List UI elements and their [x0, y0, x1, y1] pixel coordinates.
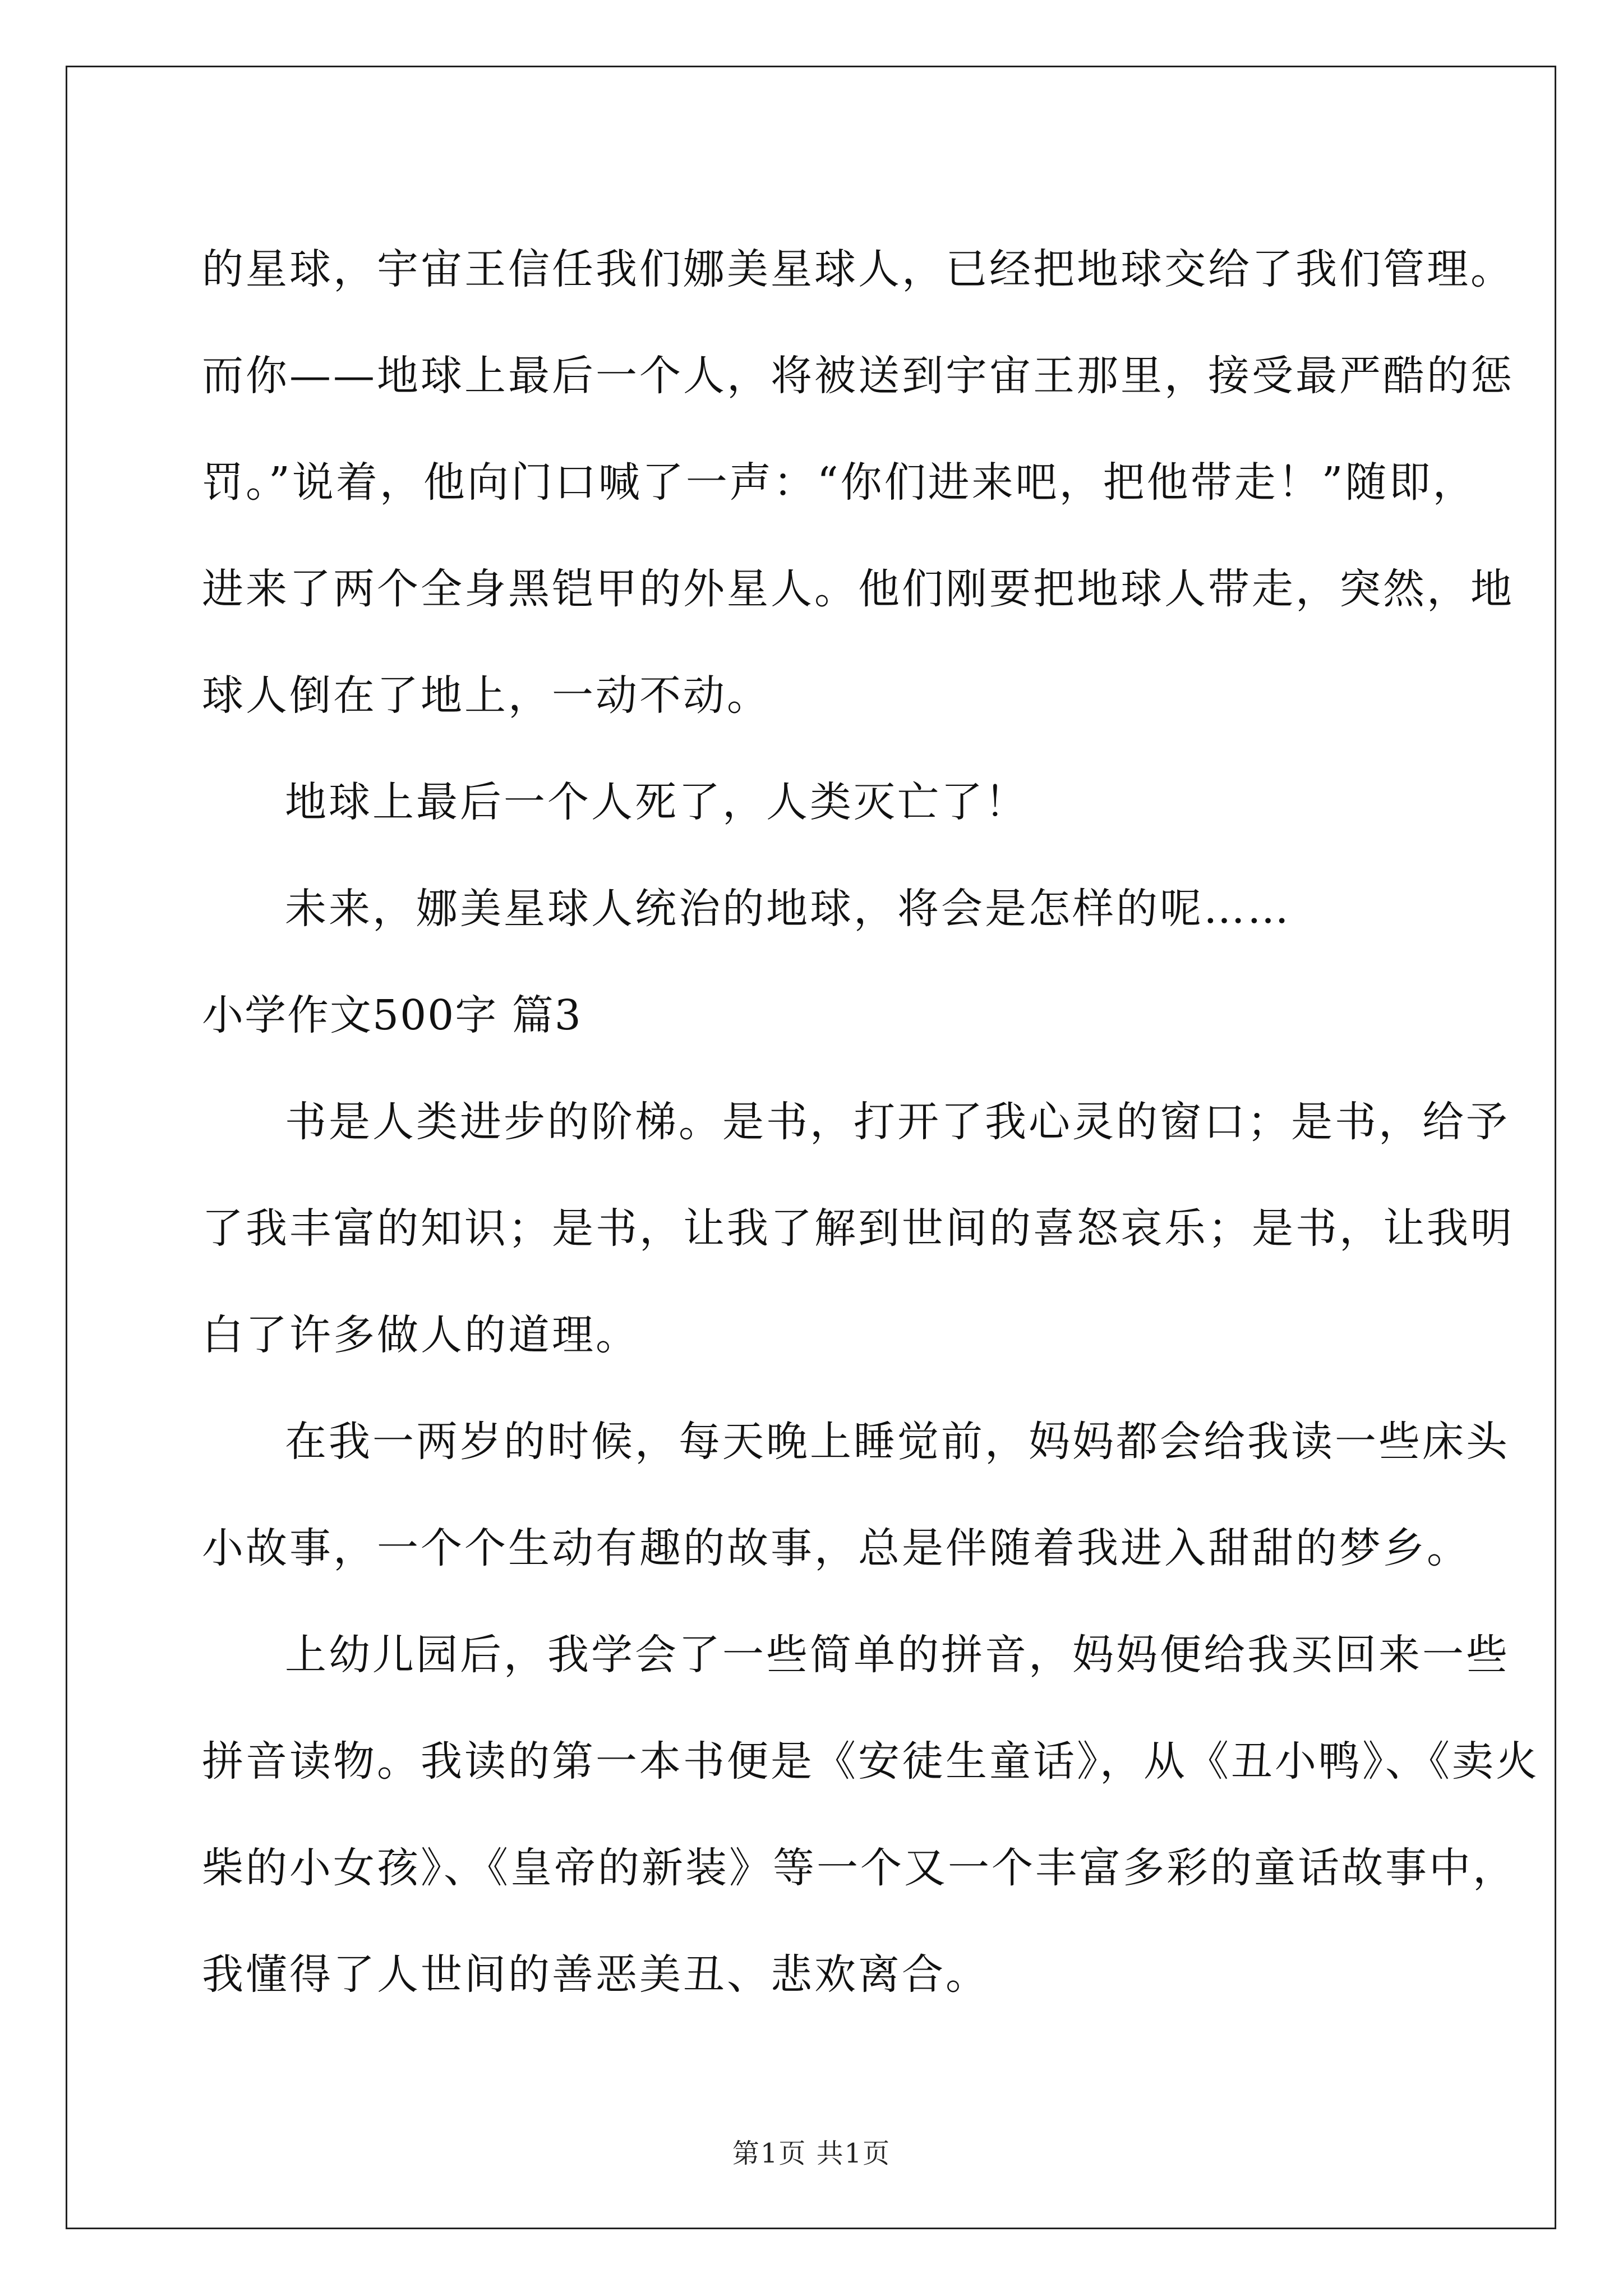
- text-line: 书是人类进步的阶梯。是书，打开了我心灵的窗口；是书，给予: [285, 1098, 1510, 1146]
- text-line: 小故事，一个个生动有趣的故事，总是伴随着我进入甜甜的梦乡。: [202, 1524, 1470, 1572]
- text-line: 白了许多做人的道理。: [202, 1311, 639, 1359]
- text-line: 在我一两岁的时候，每天晚上睡觉前，妈妈都会给我读一些床头: [285, 1418, 1510, 1466]
- text-line: 了我丰富的知识；是书，让我了解到世间的喜怒哀乐；是书，让我明: [202, 1204, 1514, 1253]
- text-line: 进来了两个全身黑铠甲的外星人。他们刚要把地球人带走，突然，地: [202, 565, 1514, 613]
- text-line: 地球上最后一个人死了，人类灭亡了！: [285, 778, 1029, 826]
- text-line: 柴的小女孩》、《皇帝的新装》等一个又一个丰富多彩的童话故事中，: [202, 1844, 1516, 1892]
- text-line: 的星球，宇宙王信任我们娜美星球人，已经把地球交给了我们管理。: [202, 245, 1514, 293]
- section-heading: 小学作文500字 篇3: [202, 991, 582, 1039]
- document-body: [202, 216, 1539, 2028]
- text-line: 我懂得了人世间的善恶美丑、悲欢离合。: [202, 1950, 989, 1999]
- page-footer: 第1页 共1页: [732, 2138, 891, 2169]
- text-line: 未来，娜美星球人统治的地球，将会是怎样的呢……: [285, 885, 1291, 933]
- text-line: 拼音读物。我读的第一本书便是《安徒生童话》，从《丑小鸭》、《卖火: [202, 1737, 1539, 1786]
- text-line: 上幼儿园后，我学会了一些简单的拼音，妈妈便给我买回来一些: [285, 1631, 1510, 1679]
- text-line: 球人倒在了地上，一动不动。: [202, 671, 771, 720]
- text-line: 罚。”说着，他向门口喊了一声：“你们进来吧，把他带走！”随即，: [202, 458, 1477, 507]
- text-line: 而你——地球上最后一个人，将被送到宇宙王那里，接受最严酷的惩: [202, 352, 1514, 400]
